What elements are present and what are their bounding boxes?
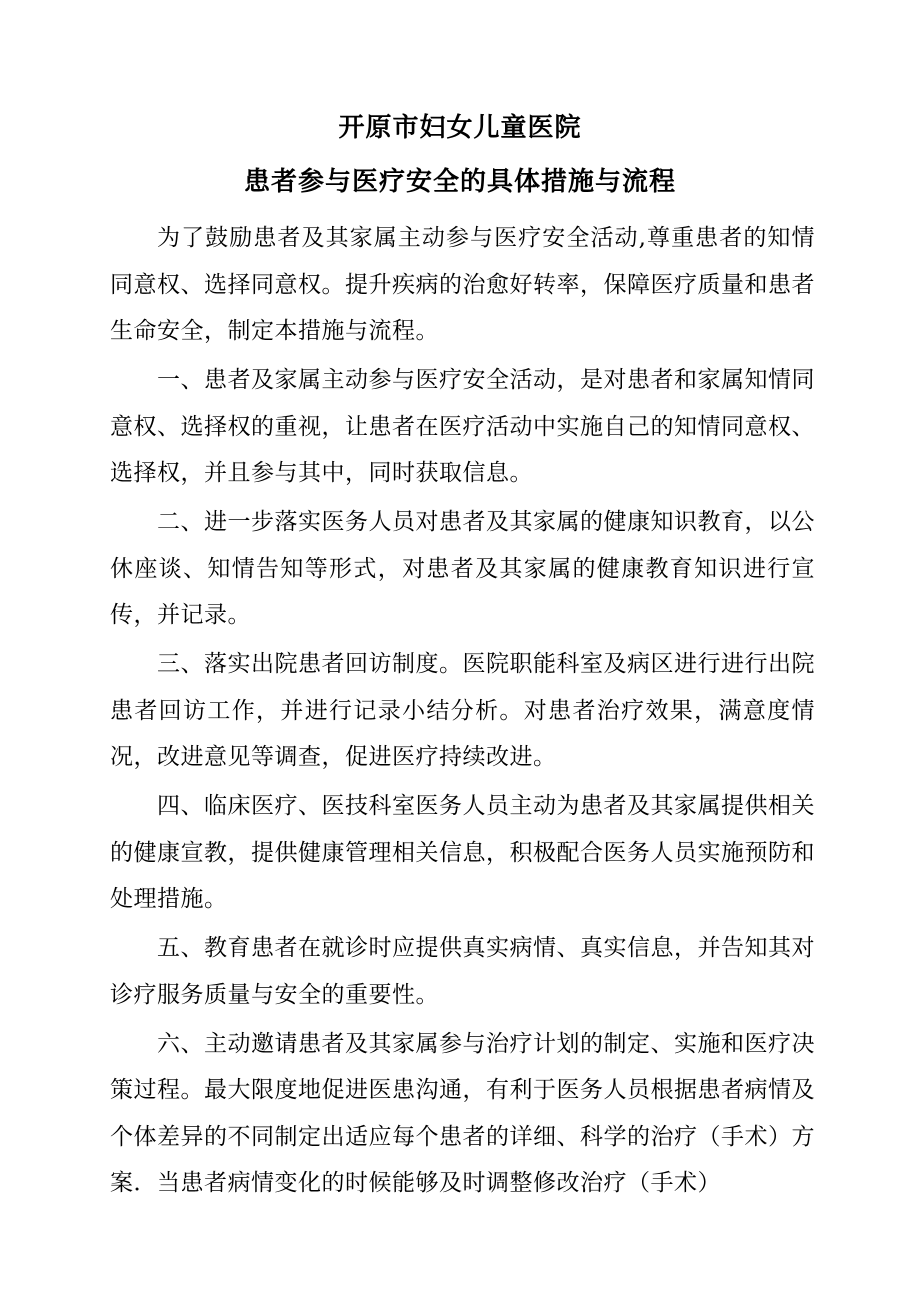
paragraph-item-4: 四、临床医疗、医技科室医务人员主动为患者及其家属提供相关的健康宣教，提供健康管理相关信息，积极配合医务人员实施预防和处理措施。: [110, 793, 815, 912]
document-title-hospital: 开原市妇女儿童医院: [338, 113, 582, 143]
paragraph-intro: 为了鼓励患者及其家属主动参与医疗安全活动,尊重患者的知情同意权、选择同意权。提升疾病的治愈好转率，保障医疗质量和患者生命安全，制定本措施与流程。: [110, 225, 815, 344]
paragraph-item-2: 二、进一步落实医务人员对患者及其家属的健康知识教育，以公休座谈、知情告知等形式，对患者及其家属的健康教育知识进行宣传，并记录。: [110, 509, 815, 628]
document-body: [110, 215, 815, 1207]
paragraph-item-1: 一、患者及家属主动参与医疗安全活动，是对患者和家属知情同意权、选择权的重视，让患者在医疗活动中实施自己的知情同意权、选择权，并且参与其中，同时获取信息。: [110, 367, 815, 486]
paragraph-item-6: 六、主动邀请患者及其家属参与治疗计划的制定、实施和医疗决策过程。最大限度地促进医患沟通，有利于医务人员根据患者病情及个体差异的不同制定出适应每个患者的详细、科学的治疗（手术）方案．当患者病情变化的时候能够及时调整修改治疗（手术）: [110, 1030, 815, 1196]
document-title-subject: 患者参与医疗安全的具体措施与流程: [243, 167, 676, 197]
paragraph-item-5: 五、教育患者在就诊时应提供真实病情、真实信息，并告知其对诊疗服务质量与安全的重要性。: [110, 935, 815, 1008]
paragraph-item-3: 三、落实出院患者回访制度。医院职能科室及病区进行进行出院患者回访工作，并进行记录小结分析。对患者治疗效果，满意度情况，改进意见等调查，促进医疗持续改进。: [110, 651, 815, 770]
